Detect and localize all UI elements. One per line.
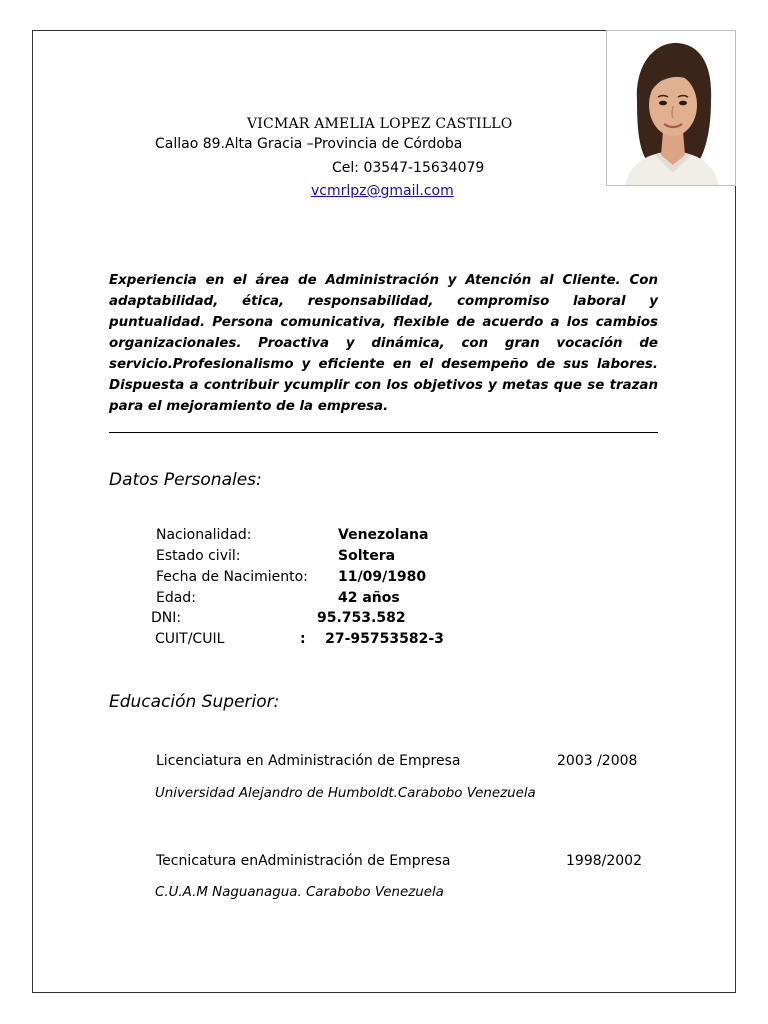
education-years-2: 1998/2002 <box>566 853 642 869</box>
profile-photo <box>606 30 736 186</box>
phone: Cel: 03547-15634079 <box>332 160 485 176</box>
education-title: Educación Superior: <box>109 692 280 712</box>
value-dni: 95.753.582 <box>317 610 406 626</box>
value-estado-civil: Soltera <box>338 548 396 564</box>
label-dni: DNI: <box>151 610 182 626</box>
label-estado-civil: Estado civil: <box>156 548 241 564</box>
education-school-1: Universidad Alejandro de Humboldt.Carabobo Venezuela <box>155 786 536 801</box>
email-link[interactable]: vcmrlpz@gmail.com <box>311 183 454 199</box>
address: Callao 89.Alta Gracia –Provincia de Córdoba <box>155 136 463 152</box>
profile-photo-image <box>607 31 736 186</box>
education-degree-2: Tecnicatura enAdministración de Empresa <box>156 853 451 869</box>
section-divider <box>109 432 658 433</box>
label-edad: Edad: <box>156 590 196 606</box>
personal-data-title: Datos Personales: <box>109 470 262 490</box>
value-cuit-cuil: : 27-95753582-3 <box>300 631 444 647</box>
value-fecha-nacimiento: 11/09/1980 <box>338 569 427 585</box>
education-school-2: C.U.A.M Naguanagua. Carabobo Venezuela <box>155 885 444 900</box>
education-degree-1: Licenciatura en Administración de Empresa <box>156 753 461 769</box>
label-fecha-nacimiento: Fecha de Nacimiento: <box>156 569 308 585</box>
professional-summary: Experiencia en el área de Administración y Atención al Cliente. Con adaptabilidad, ética, responsabilidad, compromiso laboral y puntualidad. Persona comunicativa, flexible de acuerdo a los cambios organizacionales. Proactiva y dinámica, con gran vocación de servicio.Profesionalismo y eficiente en el desempeño de sus labores. Dispuesta a contribuir ycumplir con los objetivos y metas que se trazan para el mejoramiento de la empresa. <box>109 273 658 414</box>
label-nacionalidad: Nacionalidad: <box>156 527 252 543</box>
label-cuit-cuil: CUIT/CUIL <box>155 631 225 647</box>
value-nacionalidad: Venezolana <box>338 527 429 543</box>
candidate-name: VICMAR AMELIA LOPEZ CASTILLO <box>247 116 513 132</box>
education-years-1: 2003 /2008 <box>557 753 638 769</box>
value-edad: 42 años <box>338 590 400 606</box>
